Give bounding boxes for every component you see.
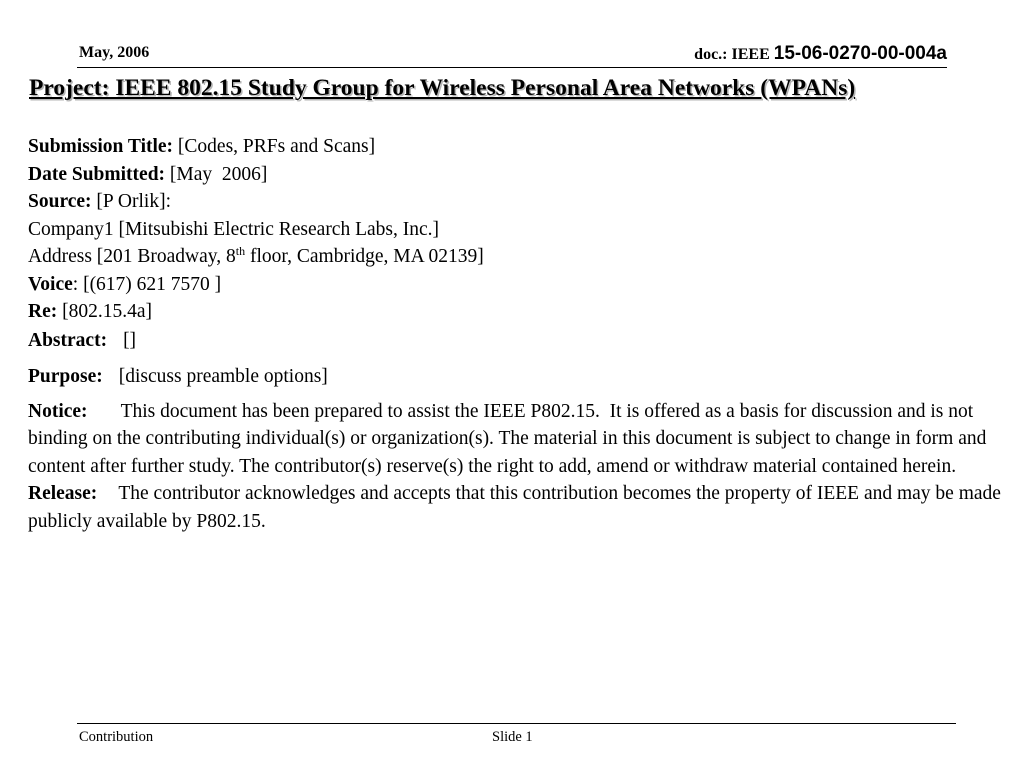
company-line: Company1 [Mitsubishi Electric Research Labs, Inc.] (28, 218, 440, 240)
notice-label: Notice: (28, 400, 88, 422)
purpose-value: [discuss preamble options] (118, 366, 328, 387)
voice-line (28, 271, 1003, 299)
abstract-label: Abstract: (28, 329, 108, 351)
release-text: The contributor acknowledges and accepts that this contribution becomes the property of IEEE and may be made publicly available by P802.15. (28, 483, 1001, 532)
project-title: Project: IEEE 802.15 Study Group for Wireless Personal Area Networks (WPANs) (29, 75, 856, 101)
footer-divider (77, 723, 956, 724)
re-value: [802.15.4a] (62, 301, 153, 322)
header-divider (77, 67, 947, 68)
release-label: Release: (28, 483, 98, 504)
footer-slide-number: Slide 1 (492, 729, 533, 745)
purpose-line (28, 363, 1003, 391)
doc-prefix: doc.: IEEE (694, 46, 770, 63)
source-line (28, 188, 1003, 216)
header-date: May, 2006 (79, 44, 150, 61)
re-label: Re: (28, 301, 58, 322)
address-sup: th (235, 244, 246, 258)
voice-value: : [(617) 621 7570 ] (72, 273, 222, 295)
footer-contribution: Contribution (79, 729, 154, 745)
purpose-label: Purpose: (28, 366, 103, 387)
header-doc-id (694, 43, 947, 65)
doc-number: 15-06-0270-00-004a (773, 43, 947, 64)
release-paragraph (28, 480, 1003, 535)
abstract-value: [] (123, 329, 137, 351)
submission-title-label: Submission Title: (28, 136, 174, 157)
abstract-line (28, 327, 1003, 355)
submission-body (28, 133, 1003, 535)
notice-text: This document has been prepared to assist the IEEE P802.15. It is offered as a basis for discussion and is not binding on the contributing individual(s) or organization(s). The material in this document is subject to change in form and content after further study. The contributor(s) reserve(s) the right to add, amend or withdraw material contained herein. (28, 400, 992, 477)
date-submitted-label: Date Submitted: (28, 163, 166, 185)
address-suffix: floor, Cambridge, MA 02139] (245, 246, 484, 267)
submission-title-value: [Codes, PRFs and Scans] (177, 136, 376, 157)
submission-title-line (28, 133, 1003, 161)
date-submitted-line (28, 161, 1003, 189)
re-line (28, 298, 1003, 326)
address-prefix: Address [201 Broadway, 8 (28, 246, 236, 267)
source-value: [P Orlik]: (96, 191, 171, 212)
source-label: Source: (28, 191, 92, 212)
date-submitted-value: [May 2006] (169, 163, 268, 185)
address-line (28, 243, 1003, 271)
notice-paragraph (28, 398, 1003, 481)
voice-label: Voice (28, 273, 73, 295)
